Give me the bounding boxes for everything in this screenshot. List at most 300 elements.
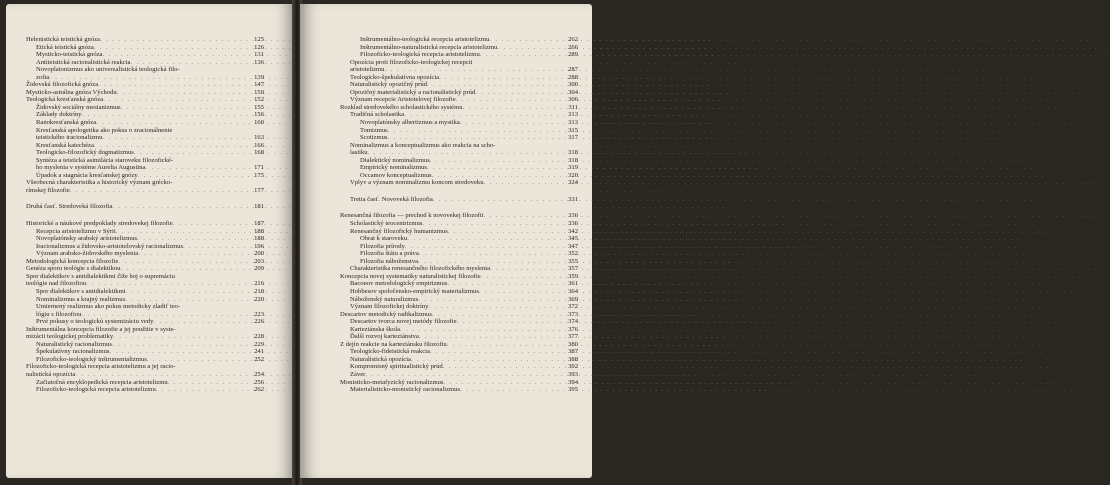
toc-entry-title: Význam arabsko-židovského myslenia [36, 250, 139, 258]
dot-leader [94, 142, 246, 150]
toc-entry [340, 258, 578, 266]
toc-entry-title: Základy doktríny [36, 111, 82, 119]
dot-leader [138, 250, 246, 258]
toc-entry [340, 243, 578, 251]
dot-leader [460, 119, 560, 127]
toc-entry-page-number: 336 [568, 212, 578, 220]
toc-entry-title: Špekulatívny racionalizmus [36, 348, 110, 356]
toc-entry-title: Význam filozofickej doktríny [350, 303, 429, 311]
dot-leader [490, 265, 560, 273]
section-spacer [340, 187, 578, 196]
toc-entry-title: Antiteistická racionalistická reakcia [36, 58, 131, 66]
dot-leader [70, 187, 246, 195]
left-page [6, 4, 294, 478]
dot-leader [118, 258, 246, 266]
toc-entry [26, 235, 264, 243]
dot-leader [147, 356, 246, 364]
toc-entry-title: Novoplatónsky arabský aristotelizmus [36, 235, 138, 243]
toc-entry-page-number: 256 [254, 378, 264, 386]
toc-entry [26, 280, 264, 288]
toc-entry [340, 288, 578, 296]
toc-entry-page-number: 347 [568, 242, 578, 250]
toc-entry-title: Inštrumentálno-teologická recepcia aristotelizmu [360, 36, 490, 43]
dot-leader [447, 280, 560, 288]
toc-entry-title: Occamov konceptualizmus [360, 171, 432, 179]
section-spacer [26, 194, 264, 203]
toc-entry-page-number: 369 [568, 295, 578, 303]
dot-leader [428, 303, 560, 311]
dot-leader [183, 243, 246, 251]
toc-entry [340, 235, 578, 243]
dot-leader [411, 356, 560, 364]
toc-entry-page-number: 226 [254, 318, 264, 326]
toc-entry [26, 265, 264, 273]
toc-entry-title: aristotelizmu [350, 66, 385, 74]
toc-entry [26, 179, 264, 187]
toc-entry [340, 172, 578, 180]
dot-leader [479, 288, 560, 296]
toc-entry-page-number: 345 [568, 235, 578, 243]
toc-entry [340, 371, 578, 379]
toc-entry [340, 379, 578, 387]
toc-entry [340, 66, 578, 74]
dot-leader [419, 250, 560, 258]
toc-entry-page-number: 228 [254, 333, 264, 341]
dot-leader [404, 111, 560, 119]
toc-entry [26, 164, 264, 172]
toc-entry [26, 119, 264, 127]
dot-leader [153, 318, 246, 326]
toc-entry-page-number: 304 [568, 88, 578, 96]
dot-leader [103, 96, 246, 104]
toc-entry-title: Prvé pokusy o teologickú systemizáciu vedy [36, 318, 154, 326]
toc-entry-page-number: 306 [568, 96, 578, 104]
toc-entry-title: Obrat k staroveku [360, 235, 408, 243]
section-spacer [26, 211, 264, 220]
toc-entry-page-number: 355 [568, 257, 578, 265]
toc-entry [26, 81, 264, 89]
toc-entry-page-number: 187 [254, 220, 264, 228]
toc-entry-page-number: 288 [568, 73, 578, 81]
dot-leader [443, 363, 560, 371]
dot-leader [430, 157, 560, 165]
toc-entry-title: Renesančná filozofia — prechod k novovekej filozofii [340, 212, 484, 220]
dot-leader [387, 134, 560, 142]
section-spacer [340, 203, 578, 212]
toc-entry-title: Záver [350, 370, 366, 378]
toc-entry [26, 157, 264, 165]
dot-leader [433, 196, 560, 204]
dot-leader [388, 127, 560, 135]
toc-entry [340, 228, 578, 236]
dot-leader [368, 149, 560, 157]
toc-entry-title: Inštrumentálna koncepcia filozofie a jej použitie v syste- [26, 325, 176, 333]
toc-entry-page-number: 262 [568, 36, 578, 43]
toc-entry-title: Mysticko-astrálna gnóza Východu [26, 88, 117, 96]
toc-entry [26, 243, 264, 251]
dot-leader [145, 164, 246, 172]
toc-entry [26, 228, 264, 236]
toc-entry [340, 111, 578, 119]
toc-entry [340, 134, 578, 142]
toc-entry-page-number: 200 [254, 250, 264, 258]
toc-entry-page-number: 229 [254, 340, 264, 348]
dot-leader [419, 333, 560, 341]
toc-entry [340, 363, 578, 371]
toc-entry [26, 356, 264, 364]
dot-leader [117, 89, 246, 97]
toc-entry-page-number: 352 [568, 250, 578, 258]
toc-entry-title: Inštrumentálno-naturalistická recepcia aristotelizmu [360, 43, 498, 51]
dot-leader [430, 348, 560, 356]
toc-entry-page-number: 139 [254, 73, 264, 81]
toc-entry-title: Teologická kresťanská gnóza [26, 96, 104, 104]
toc-entry [26, 134, 264, 142]
dot-leader [125, 296, 246, 304]
toc-entry-title: Filozofia štátu a práva [360, 250, 419, 258]
toc-entry-page-number: 395 [568, 386, 578, 394]
toc-entry-title: Tomizmus [360, 126, 388, 134]
dot-leader [109, 348, 246, 356]
toc-entry-title: Dialektický nominalizmus [360, 156, 430, 164]
toc-entry-title: Nominalizmus a krajný realizmus [36, 295, 126, 303]
dot-leader [432, 311, 560, 319]
toc-entry [340, 280, 578, 288]
toc-entry-title: Všeobecná charakteristika a historický význam grécko- [26, 179, 173, 187]
dot-leader [480, 51, 560, 59]
toc-entry-title: Opozičný materialistický a racionalistický prúd [350, 88, 476, 96]
toc-entry-page-number: 393 [568, 370, 578, 378]
toc-entry-title: Kresťanská katechéza [36, 141, 94, 149]
toc-entry [26, 386, 264, 394]
toc-entry-page-number: 376 [568, 325, 578, 333]
toc-entry-title: rímskej filozofie [26, 186, 70, 194]
toc-entry-page-number: 188 [254, 235, 264, 243]
toc-entry [340, 104, 578, 112]
toc-entry-title: Materialisticko-monistický racionalizmus [350, 386, 461, 394]
toc-entry-page-number: 125 [254, 36, 264, 43]
toc-entry [26, 371, 264, 379]
dot-leader [447, 341, 560, 349]
toc-entry-page-number: 315 [568, 126, 578, 134]
toc-entry-page-number: 331 [568, 195, 578, 203]
toc-entry [26, 66, 264, 74]
toc-entry-page-number: 254 [254, 370, 264, 378]
toc-entry-title: Novoplatonizmus ako univerzalistická teologická filo- [36, 66, 180, 74]
toc-entry [340, 212, 578, 220]
dot-leader [484, 212, 560, 220]
toc-entry [26, 333, 264, 341]
toc-entry-title: Židovský sociálny mesianizmus [36, 103, 121, 111]
toc-entry-page-number: 209 [254, 265, 264, 273]
toc-entry-page-number: 266 [568, 43, 578, 51]
toc-entry [340, 318, 578, 326]
dot-leader [75, 371, 246, 379]
toc-entry-page-number: 372 [568, 303, 578, 311]
toc-entry [26, 59, 264, 67]
dot-leader [112, 203, 246, 211]
toc-entry-page-number: 380 [568, 340, 578, 348]
toc-entry-page-number: 126 [254, 43, 264, 51]
dot-leader [365, 371, 560, 379]
toc-entry [26, 348, 264, 356]
toc-entry-title: Helenistická teistická gnóza [26, 36, 100, 43]
toc-entry-title: Hobbesov spoločensko-empirický materializmus [350, 287, 479, 295]
dot-leader [443, 379, 560, 387]
toc-entry [340, 250, 578, 258]
dot-leader [460, 386, 560, 394]
toc-entry-title: Filozoficko-teologická recepcia aristotelizmu [36, 386, 156, 394]
toc-entry-page-number: 160 [254, 119, 264, 127]
toc-entry-title: Nominalizmus a konceptualizmus ako reakcia na scho- [350, 141, 496, 149]
toc-entry-title: Úpadok a stagnácia kresťanskej gnózy [36, 171, 138, 179]
toc-entry-title: Karteziánska škola [350, 325, 400, 333]
toc-entry-page-number: 324 [568, 179, 578, 187]
toc-entry-page-number: 311 [568, 103, 578, 111]
toc-entry-page-number: 357 [568, 265, 578, 273]
toc-entry [26, 303, 264, 311]
dot-leader [134, 149, 246, 157]
toc-entry-title: Kompromisný spiritualistický prúd [350, 363, 443, 371]
toc-entry-page-number: 147 [254, 81, 264, 89]
dot-leader [463, 104, 560, 112]
dot-leader [422, 220, 560, 228]
toc-entry-title: Scholastický teocentrizmus [350, 220, 423, 228]
toc-entry-title: Filozofia prírody [360, 242, 405, 250]
toc-entry-page-number: 252 [254, 355, 264, 363]
toc-entry-page-number: 374 [568, 318, 578, 326]
toc-entry-page-number: 131 [254, 51, 264, 59]
toc-entry-title: Novoplatónsky albertizmus a mystika [360, 119, 460, 127]
toc-entry [26, 288, 264, 296]
dot-leader [112, 341, 246, 349]
toc-entry-title: mizácii teologickej problematiky [26, 333, 114, 341]
toc-entry-page-number: 392 [568, 363, 578, 371]
dot-leader [448, 228, 560, 236]
toc-entry-title: Teologicko-špekulatívna opozícia [350, 73, 440, 81]
toc-entry [340, 273, 578, 281]
toc-entry-page-number: 342 [568, 227, 578, 235]
toc-entry-page-number: 300 [568, 81, 578, 89]
toc-entry-page-number: 359 [568, 272, 578, 280]
toc-entry [340, 386, 578, 394]
toc-entry [26, 149, 264, 157]
toc-entry-page-number: 241 [254, 348, 264, 356]
dot-leader [126, 288, 246, 296]
toc-entry-page-number: 181 [254, 203, 264, 211]
dot-leader [418, 258, 560, 266]
toc-entry-page-number: 136 [254, 58, 264, 66]
toc-entry-title: Vplyv a význam nominalizmu koncom stredoveku [350, 179, 484, 187]
toc-entry [340, 179, 578, 187]
toc-entry [26, 250, 264, 258]
toc-entry-title: Recepcia aristotelizmu v Sýrii [36, 227, 116, 235]
toc-entry [340, 142, 578, 150]
toc-entry-title: Mysticko-teistická gnóza [36, 51, 103, 59]
dot-leader [116, 228, 246, 236]
toc-entry [340, 74, 578, 82]
toc-entry [26, 220, 264, 228]
dot-leader [94, 44, 246, 52]
toc-entry-title: Naturalistický racionalizmus [36, 340, 112, 348]
dot-leader [489, 36, 560, 44]
toc-entry [340, 81, 578, 89]
dot-leader [82, 111, 246, 119]
toc-entry-title: Teologicko-fideistická reakcia [350, 348, 430, 356]
toc-entry-title: Descartov tvorca novej metódy filozofie [350, 318, 457, 326]
toc-entry-page-number: 196 [254, 242, 264, 250]
toc-entry-page-number: 320 [568, 171, 578, 179]
toc-entry-title: Filozofia náboženstva [360, 257, 419, 265]
toc-entry-title: Opozícia proti filozoficko-teologickej recepcii [350, 58, 473, 66]
toc-entry-title: Syntéza a teistická asimilácia staroveku filozofické- [36, 156, 174, 164]
toc-entry [340, 164, 578, 172]
toc-entry [26, 296, 264, 304]
toc-entry [26, 51, 264, 59]
toc-entry-title: Historické a náukové predpoklady stredovekej filozofie [26, 220, 173, 228]
dot-leader [481, 273, 560, 281]
toc-entry [26, 36, 264, 44]
toc-entry [340, 59, 578, 67]
toc-entry-title: teológie nad filozofiou [26, 280, 87, 288]
dot-leader [432, 172, 560, 180]
dot-leader [130, 59, 246, 67]
toc-entry [26, 187, 264, 195]
toc-entry-page-number: 218 [254, 287, 264, 295]
dot-leader [484, 179, 561, 187]
toc-entry-title: Metodologická koncepcia filozofie [26, 257, 119, 265]
toc-entry-title: Koncepcia novej systematiky naturalistickej filozofie [340, 272, 481, 280]
dot-leader [427, 81, 560, 89]
dot-leader [156, 386, 246, 394]
toc-entry-page-number: 223 [254, 310, 264, 318]
toc-entry-title: Genéza sporu teológie s dialektikou [26, 265, 121, 273]
toc-entry-title: Teologicko-filozofický dogmatizmus [36, 149, 134, 157]
toc-entry [340, 348, 578, 356]
toc-entry [340, 96, 578, 104]
toc-entry [26, 44, 264, 52]
toc-entry-title: Etická teistická gnóza [36, 43, 94, 51]
toc-entry-title: Význam recepcie Aristotelovej filozofie [350, 96, 456, 104]
toc-entry-page-number: 318 [568, 149, 578, 157]
dot-leader [407, 235, 560, 243]
toc-entry-title: ho myslenia v systéme Aurelia Augustina [36, 164, 146, 172]
toc-entry [340, 51, 578, 59]
toc-entry-title: Descartov metodický radikalizmus [340, 310, 432, 318]
dot-leader [120, 265, 246, 273]
toc-entry [340, 196, 578, 204]
toc-entry [26, 89, 264, 97]
toc-entry [26, 326, 264, 334]
toc-entry-title: teistického iracionalizmu [36, 134, 103, 142]
toc-entry-title: Baconov metodologický empirizmus [350, 280, 448, 288]
toc-entry-title: Filozoficko-teologický inštrumentalizmus [36, 355, 147, 363]
toc-entry-page-number: 317 [568, 134, 578, 142]
toc-entry-page-number: 388 [568, 355, 578, 363]
toc-entry-title: Filozoficko-teologická recepcia aristotelizmu [360, 51, 480, 59]
toc-entry-title: Židovská filozofická gnóza [26, 81, 99, 89]
toc-entry [340, 341, 578, 349]
toc-entry-title: Monisticko-metafyzický racionalizmus [340, 378, 444, 386]
toc-entry [340, 157, 578, 165]
dot-leader [96, 119, 246, 127]
dot-leader [439, 74, 560, 82]
toc-entry-title: Z dejín reakcie na karteziánsku filozofiu [340, 340, 447, 348]
toc-entry-page-number: 168 [254, 149, 264, 157]
toc-entry [26, 258, 264, 266]
dot-leader [81, 311, 246, 319]
toc-entry [340, 333, 578, 341]
toc-entry-page-number: 336 [568, 220, 578, 228]
toc-entry-title: Druhá časť. Stredoveká filozofia [26, 203, 113, 211]
toc-entry [26, 203, 264, 211]
toc-entry [26, 142, 264, 150]
dot-leader [475, 89, 560, 97]
toc-entry-title: nalistická opozícia [26, 370, 76, 378]
toc-entry-page-number: 318 [568, 156, 578, 164]
toc-entry-page-number: 150 [254, 88, 264, 96]
toc-entry-title: Ďalší rozvoj karteziánstva [350, 333, 419, 341]
toc-entry-page-number: 155 [254, 103, 264, 111]
toc-entry [340, 149, 578, 157]
dot-leader [497, 44, 560, 52]
dot-leader [418, 296, 560, 304]
toc-entry-page-number: 152 [254, 96, 264, 104]
toc-entry [26, 273, 264, 281]
toc-entry [26, 363, 264, 371]
toc-entry-title: Charakteristika renesančného filozofického myslenia [350, 265, 491, 273]
dot-leader [100, 36, 246, 44]
toc-entry [26, 318, 264, 326]
toc-entry-title: Náboženský naturalizmus [350, 295, 419, 303]
toc-entry [26, 96, 264, 104]
dot-leader [102, 51, 246, 59]
left-table-of-contents [26, 36, 264, 394]
toc-entry-page-number: 177 [254, 186, 264, 194]
toc-entry-title: Renesančný filozofický humanizmus [350, 227, 448, 235]
toc-entry-title: Iracionalizmus a židovsko-aristotelovský racionalizmus [36, 242, 184, 250]
toc-entry-page-number: 313 [568, 111, 578, 119]
dot-leader [86, 280, 246, 288]
toc-entry-page-number: 175 [254, 171, 264, 179]
toc-entry-page-number: 216 [254, 280, 264, 288]
toc-entry [340, 311, 578, 319]
toc-entry-title: Kresťanská apologetika ako pokus o zracionálnenie [36, 126, 173, 134]
dot-leader [456, 96, 560, 104]
toc-entry [26, 379, 264, 387]
dot-leader [121, 104, 246, 112]
toc-entry-page-number: 287 [568, 66, 578, 74]
toc-entry [340, 119, 578, 127]
toc-entry-page-number: 171 [254, 164, 264, 172]
toc-entry [340, 36, 578, 44]
toc-entry [340, 296, 578, 304]
toc-entry-title: Empirický nominalizmus [360, 164, 427, 172]
toc-entry-page-number: 262 [254, 386, 264, 394]
toc-entry-title: lastiku [350, 149, 368, 157]
toc-entry [26, 311, 264, 319]
toc-entry-title: Naturalistická opozícia [350, 355, 411, 363]
toc-entry [26, 104, 264, 112]
toc-entry-title: lógiu s filozofiou [36, 310, 82, 318]
toc-entry-title: Ranokresťanská gnóza [36, 119, 97, 127]
toc-entry-page-number: 364 [568, 287, 578, 295]
toc-entry-title: zofia [36, 73, 50, 81]
toc-entry-title: Filozoficko-teologická recepcia aristotelizmu a jej racio- [26, 363, 176, 371]
dot-leader [405, 243, 560, 251]
toc-entry [340, 44, 578, 52]
dot-leader [173, 220, 246, 228]
